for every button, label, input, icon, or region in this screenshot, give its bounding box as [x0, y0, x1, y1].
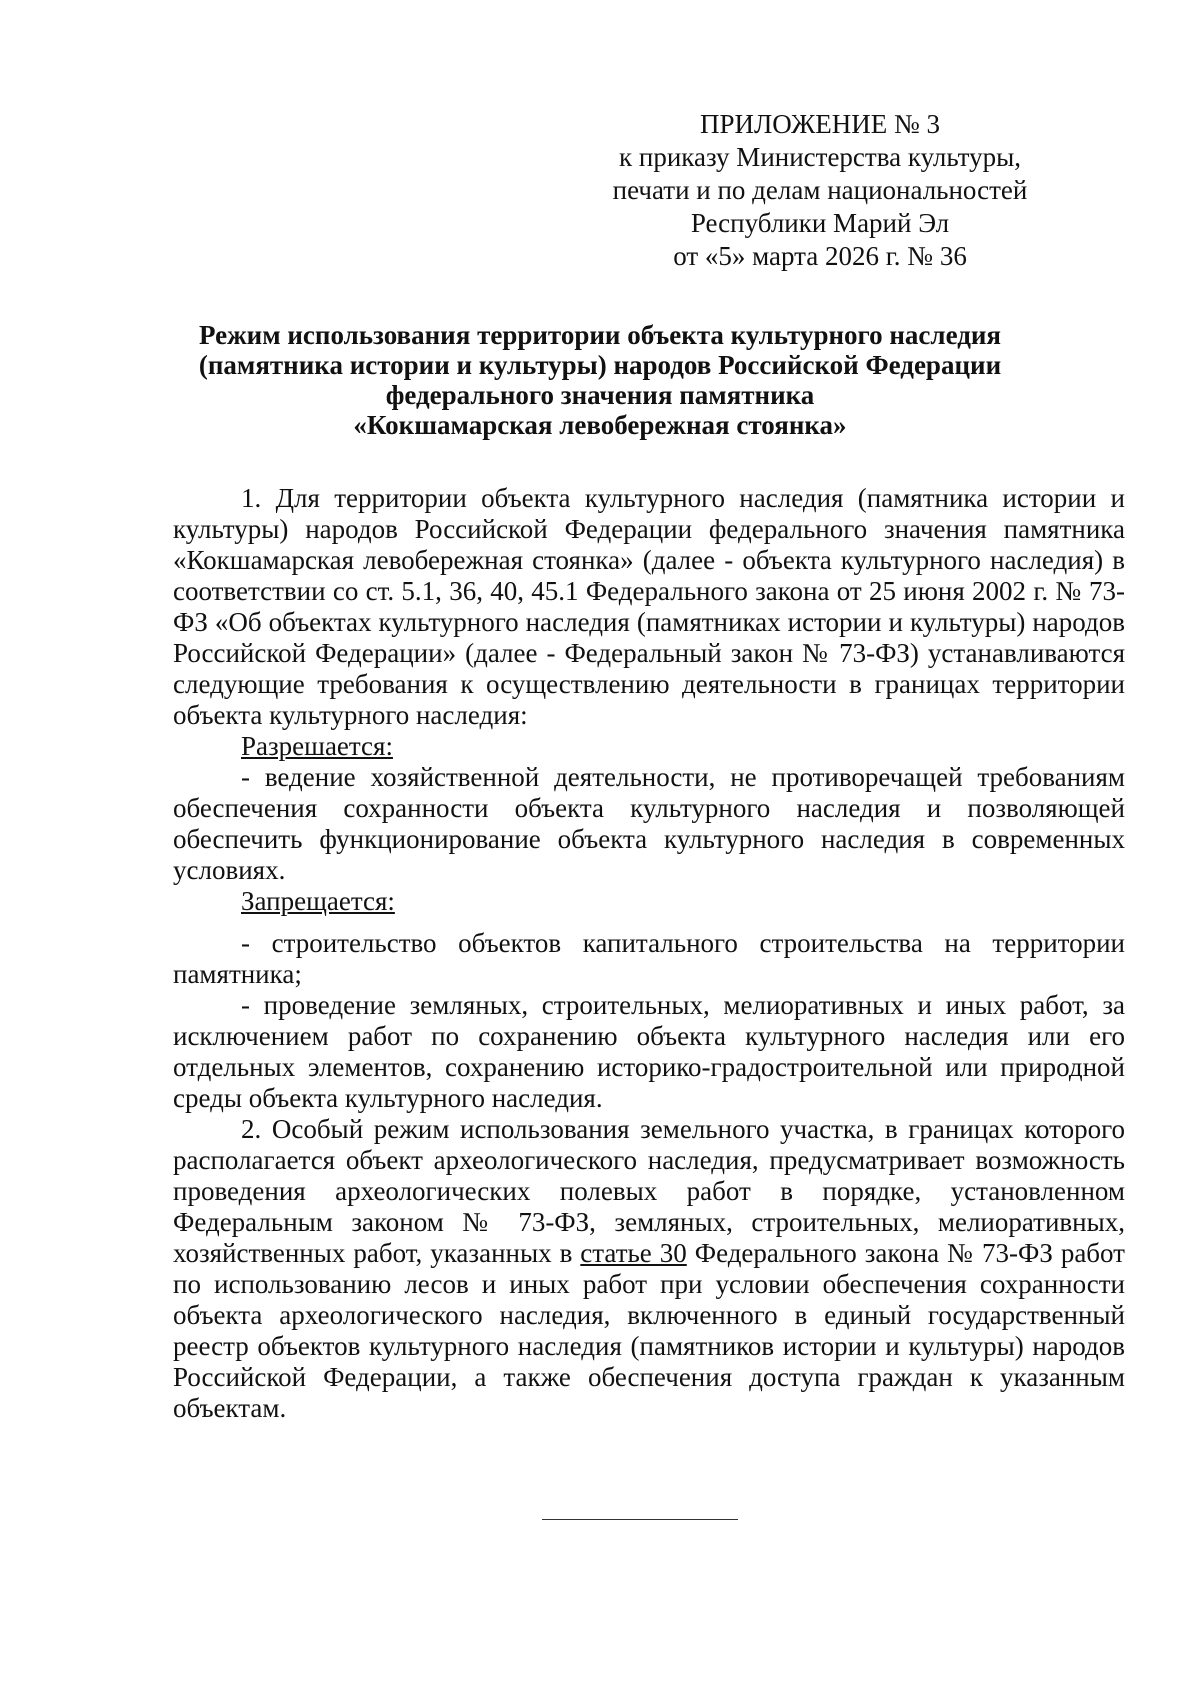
appendix-header — [560, 108, 1080, 273]
allowed-heading: Разрешается: — [241, 731, 393, 761]
document-title — [140, 320, 1060, 440]
forbidden-heading: Запрещается: — [241, 886, 395, 916]
title-line4: «Кокшамарская левобережная стоянка» — [353, 410, 847, 440]
title-line3: федерального значения памятника — [385, 380, 815, 410]
title-line2: (памятника истории и культуры) народов Российской Федерации — [198, 350, 1002, 380]
document-body — [173, 483, 1125, 1424]
closing-divider — [542, 1519, 738, 1520]
order-reference-line3: Республики Марий Эл — [690, 208, 950, 238]
title-line1: Режим использования территории объекта культурного наследия — [198, 320, 1002, 350]
order-date-number: от «5» марта 2026 г. № 36 — [673, 241, 967, 271]
allowed-heading-row — [173, 731, 1125, 762]
allowed-item: - ведение хозяйственной деятельности, не противоречащей требованиям обеспечения сохранности объекта культурного наследия и позволяющей обеспечить функционирование объекта культурного наследия в современных условиях. — [173, 762, 1125, 885]
section1-paragraph: 1. Для территории объекта культурного наследия (памятника истории и культуры) народов Российской Федерации федерального значения памятника «Кокшамарская левобережная стоянка» (далее - объекта культурного наследия) в соответствии со ст. 5.1, 36, 40, 45.1 Федерального закона от 25 июня 2002 г. № 73-ФЗ «Об объектах культурного наследия (памятниках истории и культуры) народов Российской Федерации» (далее - Федеральный закон № 73-ФЗ) устанавливаются следующие требования к осуществлению деятельности в границах территории объекта культурного наследия: — [173, 483, 1125, 730]
appendix-number: ПРИЛОЖЕНИЕ № 3 — [699, 109, 941, 139]
forbidden-heading-row — [173, 886, 1125, 917]
order-reference-line2: печати и по делам национальностей — [612, 175, 1028, 205]
order-reference-line1: к приказу Министерства культуры, — [619, 142, 1021, 172]
section2-text-end: Федерального закона № 73-ФЗ работ по использованию лесов и иных работ при условии обеспечения сохранности объекта археологического наследия, включенного в единый государственный реестр объектов культурного наследия (памятников истории и культуры) народов Российской Федерации, а также обеспечения доступа граждан к указанным объектам. — [173, 1238, 1125, 1423]
section2-text-start: 2. Особый режим использования земельного участка, в границах которого располагается объект археологического наследия, предусматривает возможность проведения археологических полевых работ в порядке, установленном Федеральным законом № 73-ФЗ, земляных, строительных, мелиоративных, хозяйственных работ, указанных в — [173, 1114, 1125, 1268]
forbidden-item-1: - строительство объектов капитального строительства на территории памятника; — [173, 928, 1125, 989]
forbidden-item-2: - проведение земляных, строительных, мелиоративных и иных работ, за исключением работ по сохранению объекта культурного наследия или его отдельных элементов, сохранению историко-градостроительной или природной среды объекта культурного наследия. — [173, 990, 1125, 1113]
section2-paragraph — [173, 1114, 1125, 1424]
article-30-link[interactable]: статье 30 — [580, 1238, 687, 1268]
